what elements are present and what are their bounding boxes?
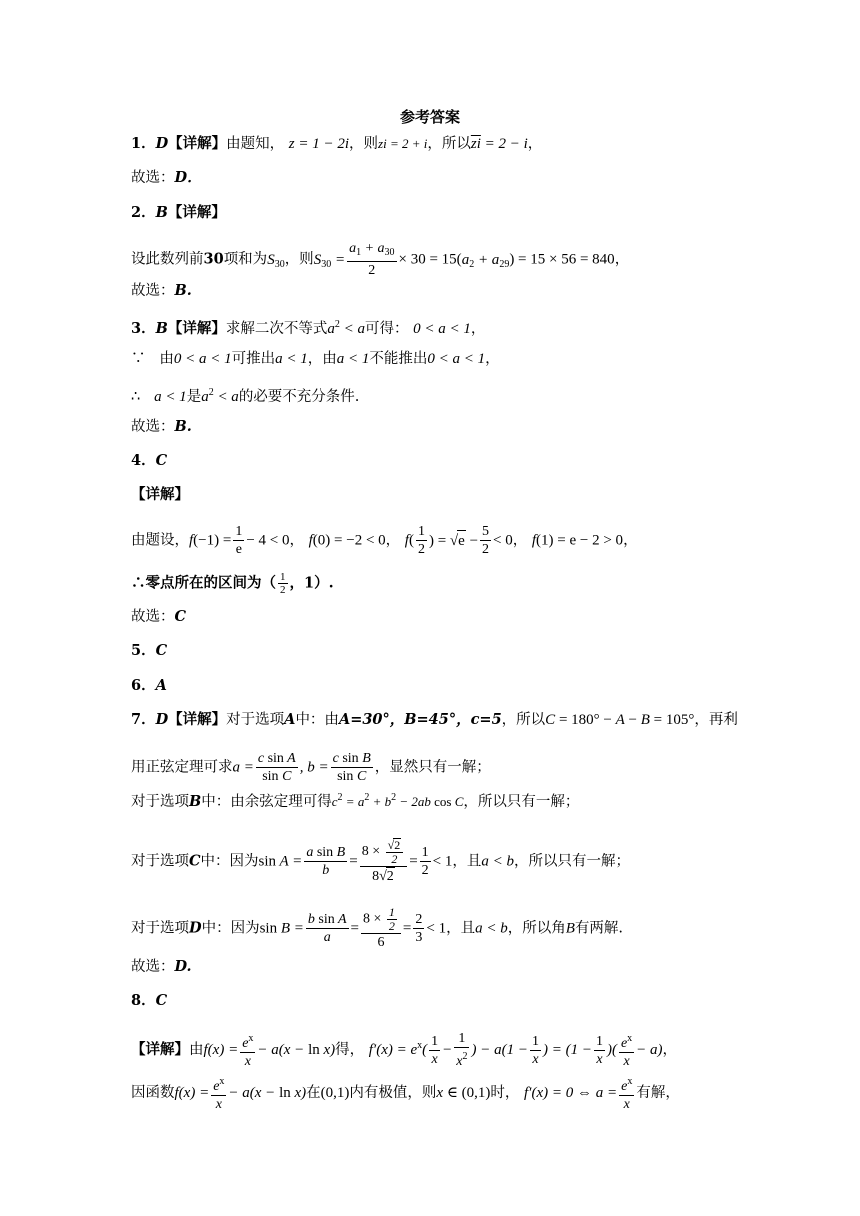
- answer-3-choose: 故选：B.: [131, 418, 192, 435]
- answer-2-sum-line: 设此数列前30项和为$S_{30}$，则$S_{30}$ = $\frac{a_1 + a_{30}}{2}$ × $30 = 15(a_2 + a_{29}) = 15 \times 56 = 840$，: [131, 241, 630, 278]
- answer-3-line: 3．B【详解】求解二次不等式$a^2 < a$可得： 0 < a < 1，: [131, 319, 486, 337]
- answer-3-therefore: ∴ a < 1是$a^2 < a$的必要不充分条件.: [131, 387, 360, 405]
- answer-3-because: ∵ 由0 < a < 1可推出a < 1，由a < 1不能推出0 < a < 1，: [131, 351, 500, 367]
- answer-7-option-b: 对于选项B中：由余弦定理可得$c^2 = a^2 + b^2 - 2ab$ cos C，所以只有一解；: [131, 792, 580, 810]
- answer-6: 6．A: [131, 677, 167, 694]
- answer-2-choose: 故选：B.: [131, 282, 192, 299]
- answer-4-eval-line: 由题设，f(−1) = $\frac{1}{e}$ − 4 < 0， f(0) = −2 < 0， f( $\frac{1}{2}$ ) = √e − $\frac{5}{2}$ < 0， f(1) = e − 2 > 0，: [131, 524, 638, 557]
- answer-8-derivative: 【详解】由f(x) = $\frac{e^x}{x}$ − a(x − ln x)得， $f'(x) = e^x$( $\frac{1}{x}$ − $\frac{1}{x^2}$ ) − a(1 − $\frac{1}{x}$ ) = (1 − $\frac{1}{x}$ )( $\frac{e^x}{x}$ − a)，: [131, 1031, 678, 1069]
- answer-7-choose: 故选：D.: [131, 958, 192, 975]
- answer-7-option-d: 对于选项D中：因为sin B = $\frac{\text{b sin A}}{a}$ = 8 × $\frac{1}{2}$ 6 = $\frac{2}{3}$ < 1，且a < b，所以角B有两解.: [131, 905, 624, 950]
- answer-4-choose: 故选：C: [131, 608, 187, 625]
- answer-8-head: 8．C: [131, 992, 168, 1009]
- answer-1-line: 1．D【详解】由题知， z = 1 − 2i，则zi = 2 + i，所以$\overline{zi} = 2 - i$，: [131, 135, 543, 152]
- page-title: 参考答案: [399, 108, 460, 126]
- answer-4-conclusion: ∴零点所在的区间为（ $\frac{1}{2}$ ，1）.: [131, 571, 334, 596]
- answer-7-sine-law: 用正弦定理可求a = $\frac{\text{c sin A}}{\text{sin C}}$ , b = $\frac{\text{c sin B}}{\text{sin C}}$ ，显然只有一解；: [131, 751, 491, 784]
- answer-7-line: 7．D【详解】对于选项A中：由A=30°，B=45°，c=5，所以C = 180° − A − B = 105°，再利: [131, 711, 738, 728]
- answer-4-head: 4．C: [131, 452, 168, 469]
- answer-7-option-c: 对于选项C中：因为sin A = $\frac{\text{a sin B}}{b}$ = 8 × $\frac{√2}{2}$ 8√2 = $\frac{1}{2}$ < 1，且a < b，所以只有一解；: [131, 838, 630, 884]
- answer-5: 5．C: [131, 642, 168, 659]
- answer-4-detail: 【详解】: [131, 486, 189, 503]
- answer-2-line: 2．B【详解】: [131, 204, 226, 221]
- answer-1-choose: 故选：D．: [131, 169, 202, 186]
- answer-8-extremum: 因函数f(x) = $\frac{e^x}{x}$ − a(x − ln x)在(0,1)内有极值，则x ∈ (0,1)时， f′(x) = 0 ⇔ a = $\frac{e^x}{x}$ 有解，: [131, 1073, 680, 1113]
